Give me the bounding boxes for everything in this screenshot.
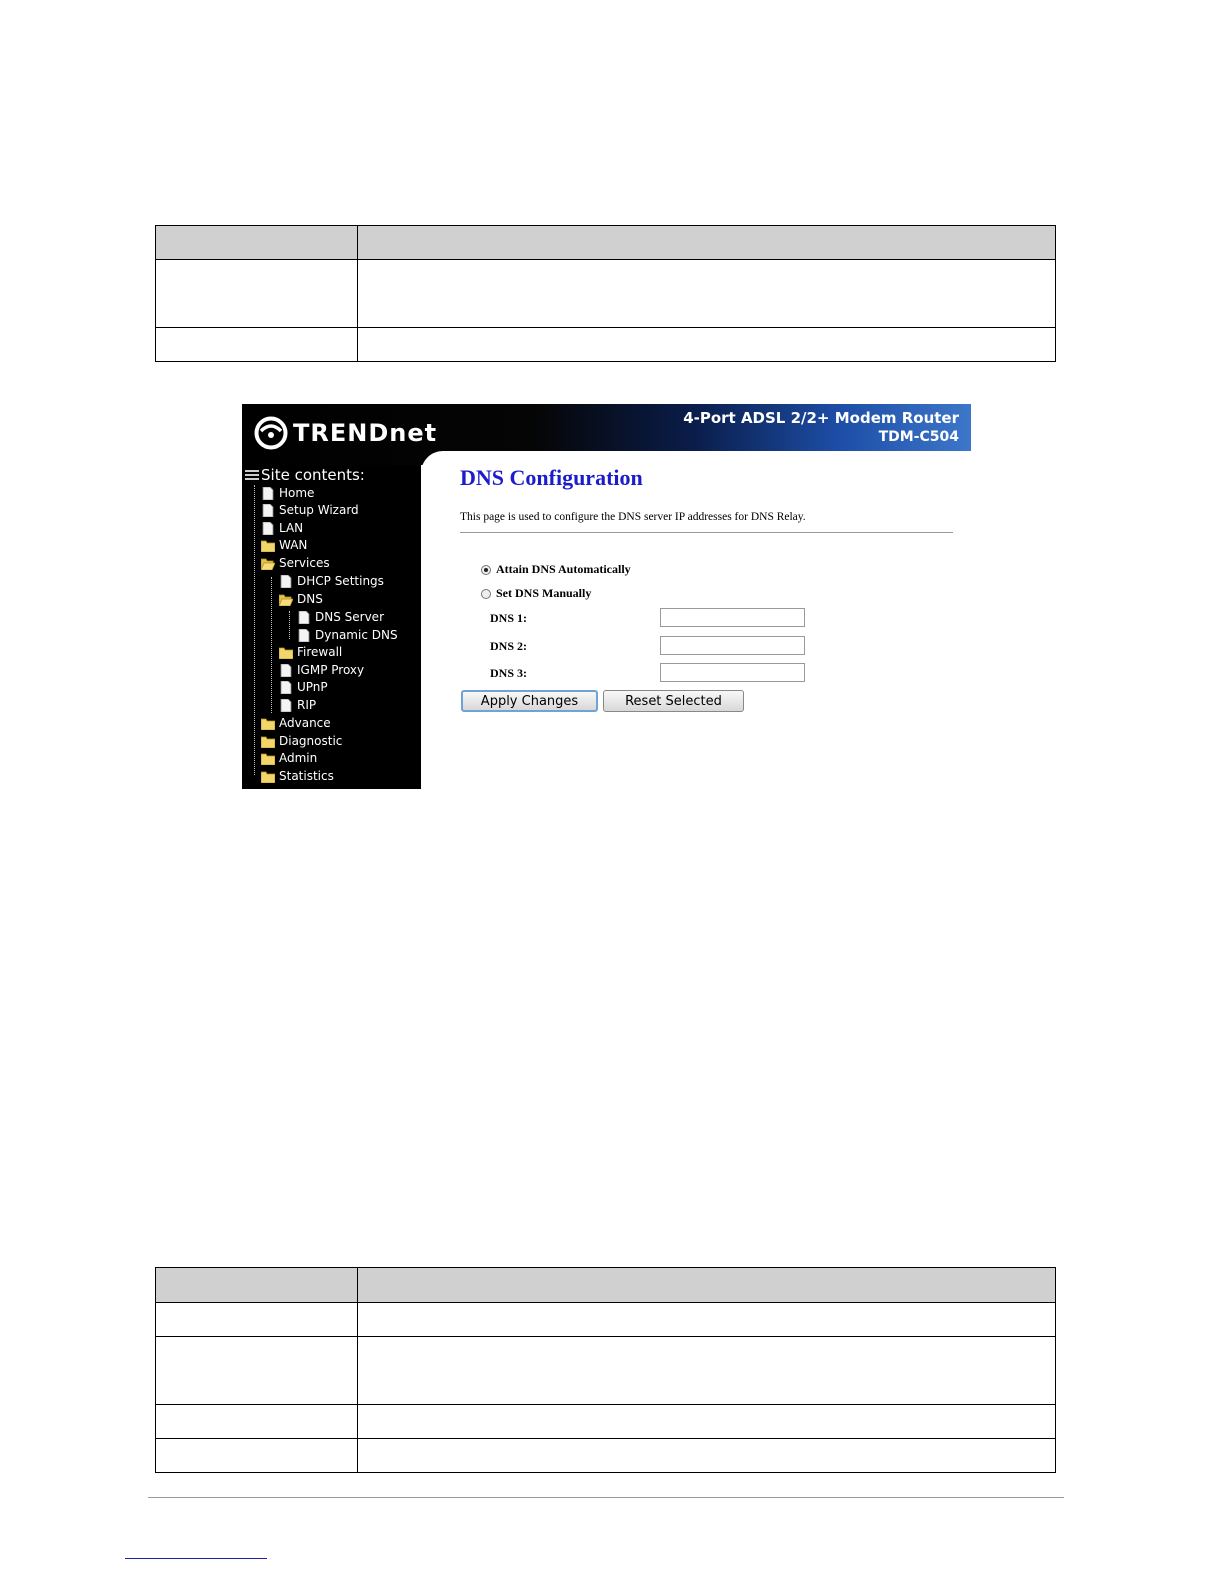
sidebar-item-services[interactable]: [261, 556, 330, 570]
tree-connector: [254, 485, 255, 775]
table-cell: [156, 1303, 358, 1337]
attain-dns-auto-radio[interactable]: [481, 565, 491, 575]
folder-icon: [261, 770, 275, 783]
table-cell: [156, 1337, 358, 1405]
trendnet-logo-icon: [254, 416, 288, 450]
sidebar-item-dynamic-dns[interactable]: [297, 628, 398, 642]
folder-icon: [261, 539, 275, 552]
sidebar-item-label: UPnP: [297, 680, 328, 694]
page-description: This page is used to configure the DNS server IP addresses for DNS Relay.: [460, 511, 806, 523]
dns2-label: DNS 2:: [490, 639, 528, 653]
sidebar-item-label: DNS: [297, 592, 323, 606]
sidebar-item-label: IGMP Proxy: [297, 663, 365, 677]
sidebar-item-label: Setup Wizard: [279, 503, 359, 517]
folder-icon: [261, 717, 275, 730]
table-cell: [358, 1439, 1056, 1473]
table-cell: [156, 1439, 358, 1473]
page-icon: [279, 681, 293, 694]
folder-open-icon: [261, 557, 275, 570]
sidebar-item-dns-server[interactable]: [297, 610, 384, 624]
sidebar-item-label: Diagnostic: [279, 734, 343, 748]
table-header-cell: [156, 226, 358, 260]
attain-dns-auto-label: Attain DNS Automatically: [496, 562, 631, 576]
page-icon: [261, 487, 275, 500]
top-table: [155, 225, 1056, 362]
sidebar-item-label: Firewall: [297, 645, 343, 659]
divider: [460, 532, 953, 533]
sidebar-item-dns[interactable]: [279, 592, 323, 606]
sidebar-item-advance[interactable]: [261, 716, 331, 730]
sidebar-item-dhcp-settings[interactable]: [279, 574, 384, 588]
page-title: DNS Configuration: [460, 465, 643, 490]
sidebar-item-label: Home: [279, 486, 315, 500]
tree-connector: [289, 611, 290, 639]
sidebar-item-statistics[interactable]: [261, 769, 334, 783]
table-cell: [358, 328, 1056, 362]
table-cell: [156, 1405, 358, 1439]
sidebar-item-label: DHCP Settings: [297, 574, 384, 588]
sidebar-item-diagnostic[interactable]: [261, 734, 342, 748]
footer-divider: [148, 1497, 1064, 1498]
sidebar-item-label: Dynamic DNS: [315, 628, 398, 642]
page-icon: [261, 522, 275, 535]
folder-icon: [261, 752, 275, 765]
sidebar-item-setup-wizard[interactable]: [261, 503, 359, 517]
product-line: 4-Port ADSL 2/2+ Modem Router: [683, 409, 959, 427]
footer-link-underline[interactable]: [125, 1558, 267, 1559]
reset-selected-button[interactable]: Reset Selected: [603, 690, 744, 712]
sidebar-item-label: Statistics: [279, 769, 334, 783]
trendnet-logo: [254, 416, 437, 450]
sidebar-item-rip[interactable]: [279, 698, 316, 712]
sidebar: [242, 465, 421, 789]
page-icon: [279, 575, 293, 588]
dns2-input[interactable]: [660, 636, 805, 655]
table-header-cell: [358, 226, 1056, 260]
dns1-label: DNS 1:: [490, 611, 528, 625]
table-cell: [358, 1405, 1056, 1439]
table-cell: [156, 328, 358, 362]
sidebar-item-label: Services: [279, 556, 330, 570]
brand-name: TRENDnet: [293, 419, 438, 447]
sidebar-item-label: WAN: [279, 538, 308, 552]
table-cell: [358, 1337, 1056, 1405]
product-model: TDM-C504: [878, 429, 959, 445]
folder-icon: [279, 646, 293, 659]
product-title: [683, 408, 959, 446]
table-header-cell: [358, 1268, 1056, 1303]
dns3-label: DNS 3:: [490, 666, 528, 680]
dns3-input[interactable]: [660, 663, 805, 682]
sidebar-item-upnp[interactable]: [279, 680, 328, 694]
bottom-table: [155, 1267, 1056, 1473]
sidebar-item-label: Advance: [279, 716, 331, 730]
sidebar-item-label: RIP: [297, 698, 317, 712]
sidebar-item-igmp-proxy[interactable]: [279, 663, 364, 677]
set-dns-manual-radio[interactable]: [481, 589, 491, 599]
sidebar-item-label: Admin: [279, 751, 318, 765]
table-header-cell: [156, 1268, 358, 1303]
attain-dns-auto-option[interactable]: [481, 562, 631, 577]
apply-changes-button[interactable]: Apply Changes: [461, 690, 598, 712]
table-cell: [156, 260, 358, 328]
folder-open-icon: [279, 593, 293, 606]
page-icon: [279, 664, 293, 677]
sidebar-item-lan[interactable]: [261, 521, 303, 535]
sidebar-item-label: DNS Server: [315, 610, 384, 624]
page-icon: [279, 699, 293, 712]
table-cell: [358, 1303, 1056, 1337]
tree-icon: [245, 470, 259, 480]
page-icon: [261, 504, 275, 517]
folder-icon: [261, 735, 275, 748]
router-screenshot: [242, 404, 971, 789]
sidebar-item-home[interactable]: [261, 486, 314, 500]
sidebar-item-wan[interactable]: [261, 538, 307, 552]
page-icon: [297, 629, 311, 642]
page-icon: [297, 611, 311, 624]
tree-connector: [271, 577, 272, 713]
set-dns-manual-label: Set DNS Manually: [496, 586, 592, 600]
sidebar-item-admin[interactable]: [261, 751, 317, 765]
sidebar-item-firewall[interactable]: [279, 645, 342, 659]
set-dns-manual-option[interactable]: [481, 586, 591, 601]
table-cell: [358, 260, 1056, 328]
sidebar-title: Site contents:: [261, 466, 365, 484]
sidebar-item-label: LAN: [279, 521, 304, 535]
main-content: [421, 451, 971, 789]
dns1-input[interactable]: [660, 608, 805, 627]
